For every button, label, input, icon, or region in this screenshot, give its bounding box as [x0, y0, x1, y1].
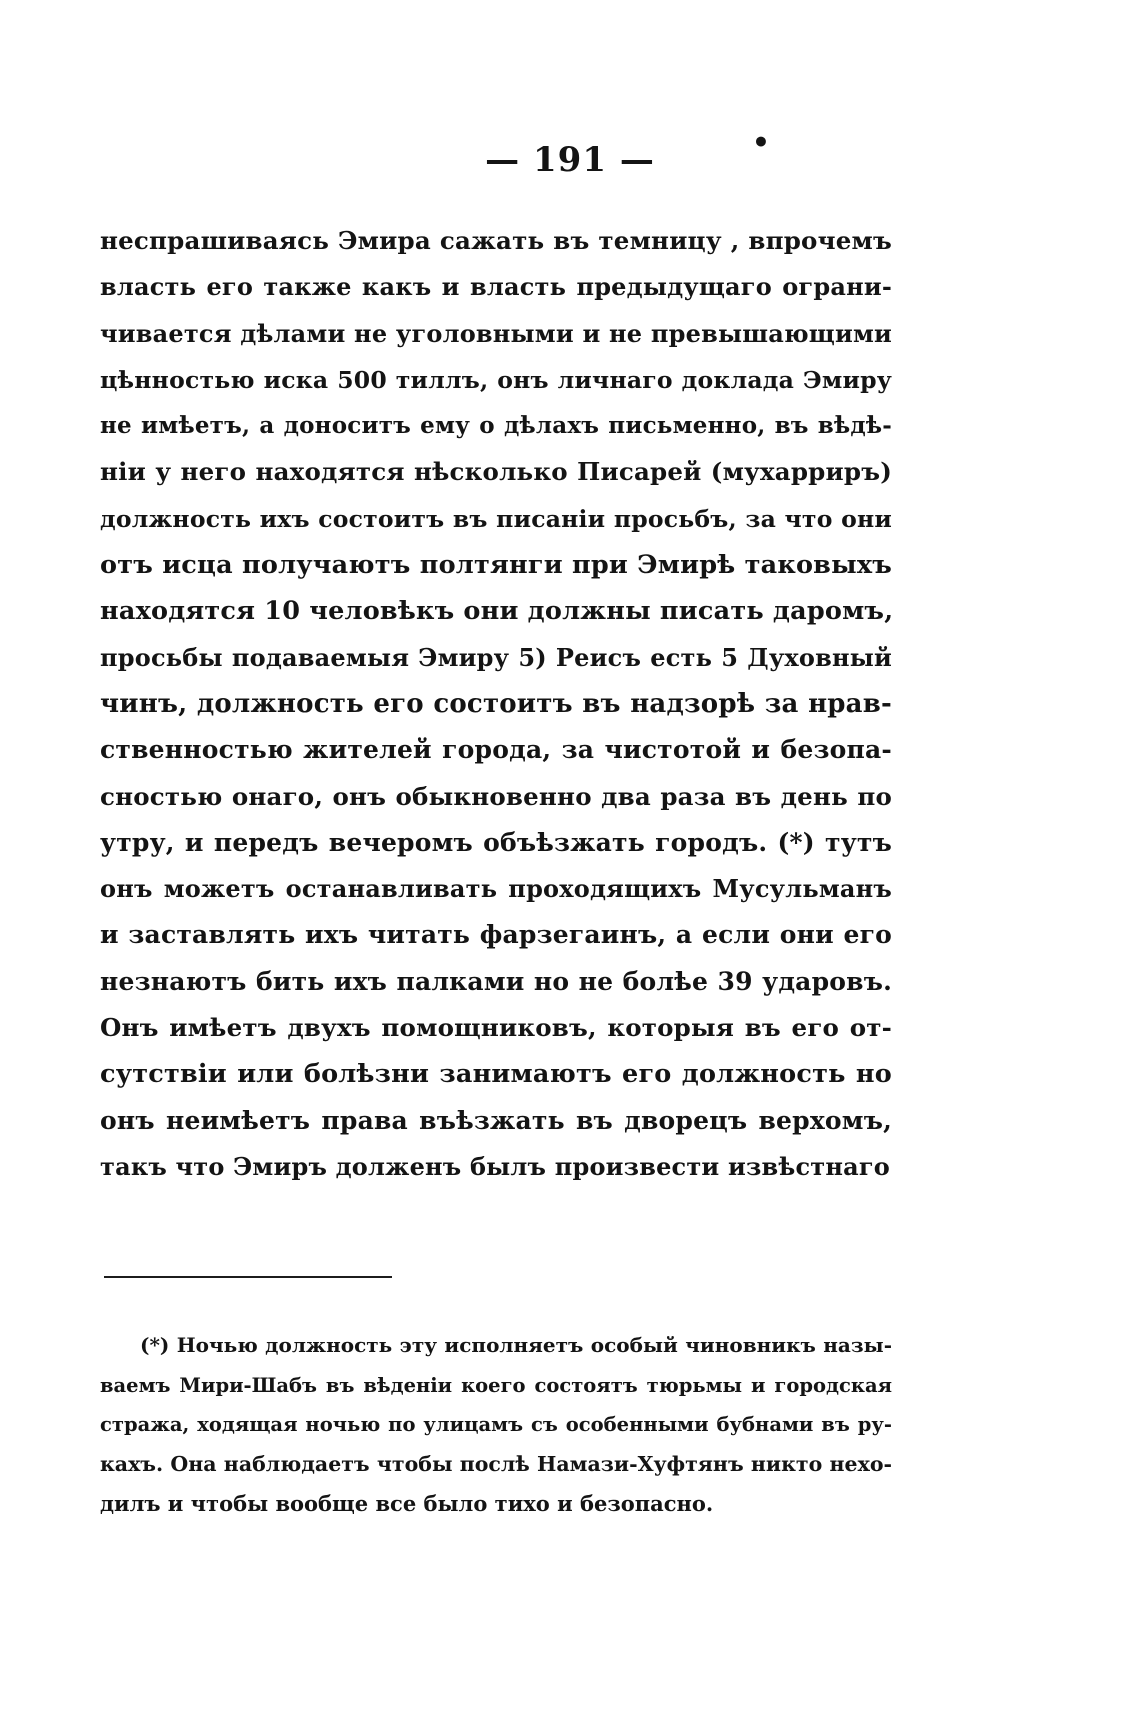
text-line: чивается дѣлами не уголовными и не превышающими — [100, 318, 892, 348]
ink-mark: • — [752, 126, 770, 159]
text-line: Онъ имѣетъ двухъ помощниковъ, которыя въ его от- — [100, 1013, 892, 1043]
text-line: должность ихъ состоитъ въ писаніи просьбъ, за что они — [100, 504, 892, 533]
text-line: неспрашиваясь Эмира сажать въ темницу , впрочемъ — [100, 226, 892, 255]
footnote-divider — [104, 1276, 392, 1278]
footnote-line: стража, ходящая ночью по улицамъ съ особенными бубнами въ ру- — [100, 1413, 892, 1436]
text-line: утру, и передъ вечеромъ объѣзжать городъ. (*) тутъ — [100, 827, 892, 857]
text-line: сностью онаго, онъ обыкновенно два раза въ день по — [100, 781, 892, 811]
page-number: — 191 — — [485, 140, 655, 180]
text-line: онъ можетъ останавливать проходящихъ Мусульманъ — [100, 874, 892, 904]
text-line: онъ неимѣетъ права въѣзжать въ дворецъ верхомъ, — [100, 1105, 892, 1135]
text-line: власть его также какъ и власть предыдущаго ограни- — [100, 272, 892, 302]
text-line: отъ исца получаютъ полтянги при Эмирѣ таковыхъ — [100, 550, 892, 581]
text-line: ственностью жителей города, за чистотой и безопа- — [100, 735, 892, 765]
text-line: незнаютъ бить ихъ палками но не болѣе 39 ударовъ. — [100, 966, 892, 996]
text-line: сутствіи или болѣзни занимаютъ его должность но — [100, 1059, 892, 1090]
text-line: ніи у него находятся нѣсколько Писарей (мухарриръ) — [100, 457, 892, 487]
text-line: находятся 10 человѣкъ они должны писать даромъ, — [100, 596, 894, 627]
footnote-line: дилъ и чтобы вообще все было тихо и безопасно. — [100, 1491, 714, 1516]
body-text — [100, 218, 892, 1190]
text-line: цѣнностью иска 500 тиллъ, онъ личнаго доклада Эмиру — [100, 365, 892, 394]
footnote — [100, 1326, 892, 1524]
footnote-line: ваемъ Мири-Шабъ въ вѣденіи коего состоятъ тюрьмы и городская — [100, 1373, 892, 1397]
footnote-line: кахъ. Она наблюдаетъ чтобы послѣ Намази-Хуфтянъ никто нехо- — [100, 1451, 892, 1476]
text-line: чинъ, должность его состоитъ въ надзорѣ за нрав- — [100, 688, 892, 719]
footnote-line: (*) Ночью должность эту исполняетъ особый чиновникъ назы- — [140, 1333, 892, 1357]
text-line: не имѣетъ, а доноситъ ему о дѣлахъ письменно, въ вѣдѣ- — [100, 412, 892, 440]
text-line: такъ что Эмиръ долженъ былъ произвести извѣстнаго — [100, 1151, 890, 1181]
text-line: просьбы подаваемыя Эмиру 5) Реисъ есть 5 Духовный — [100, 642, 892, 672]
text-line: и заставлять ихъ читать фарзегаинъ, а если они его — [100, 920, 892, 950]
